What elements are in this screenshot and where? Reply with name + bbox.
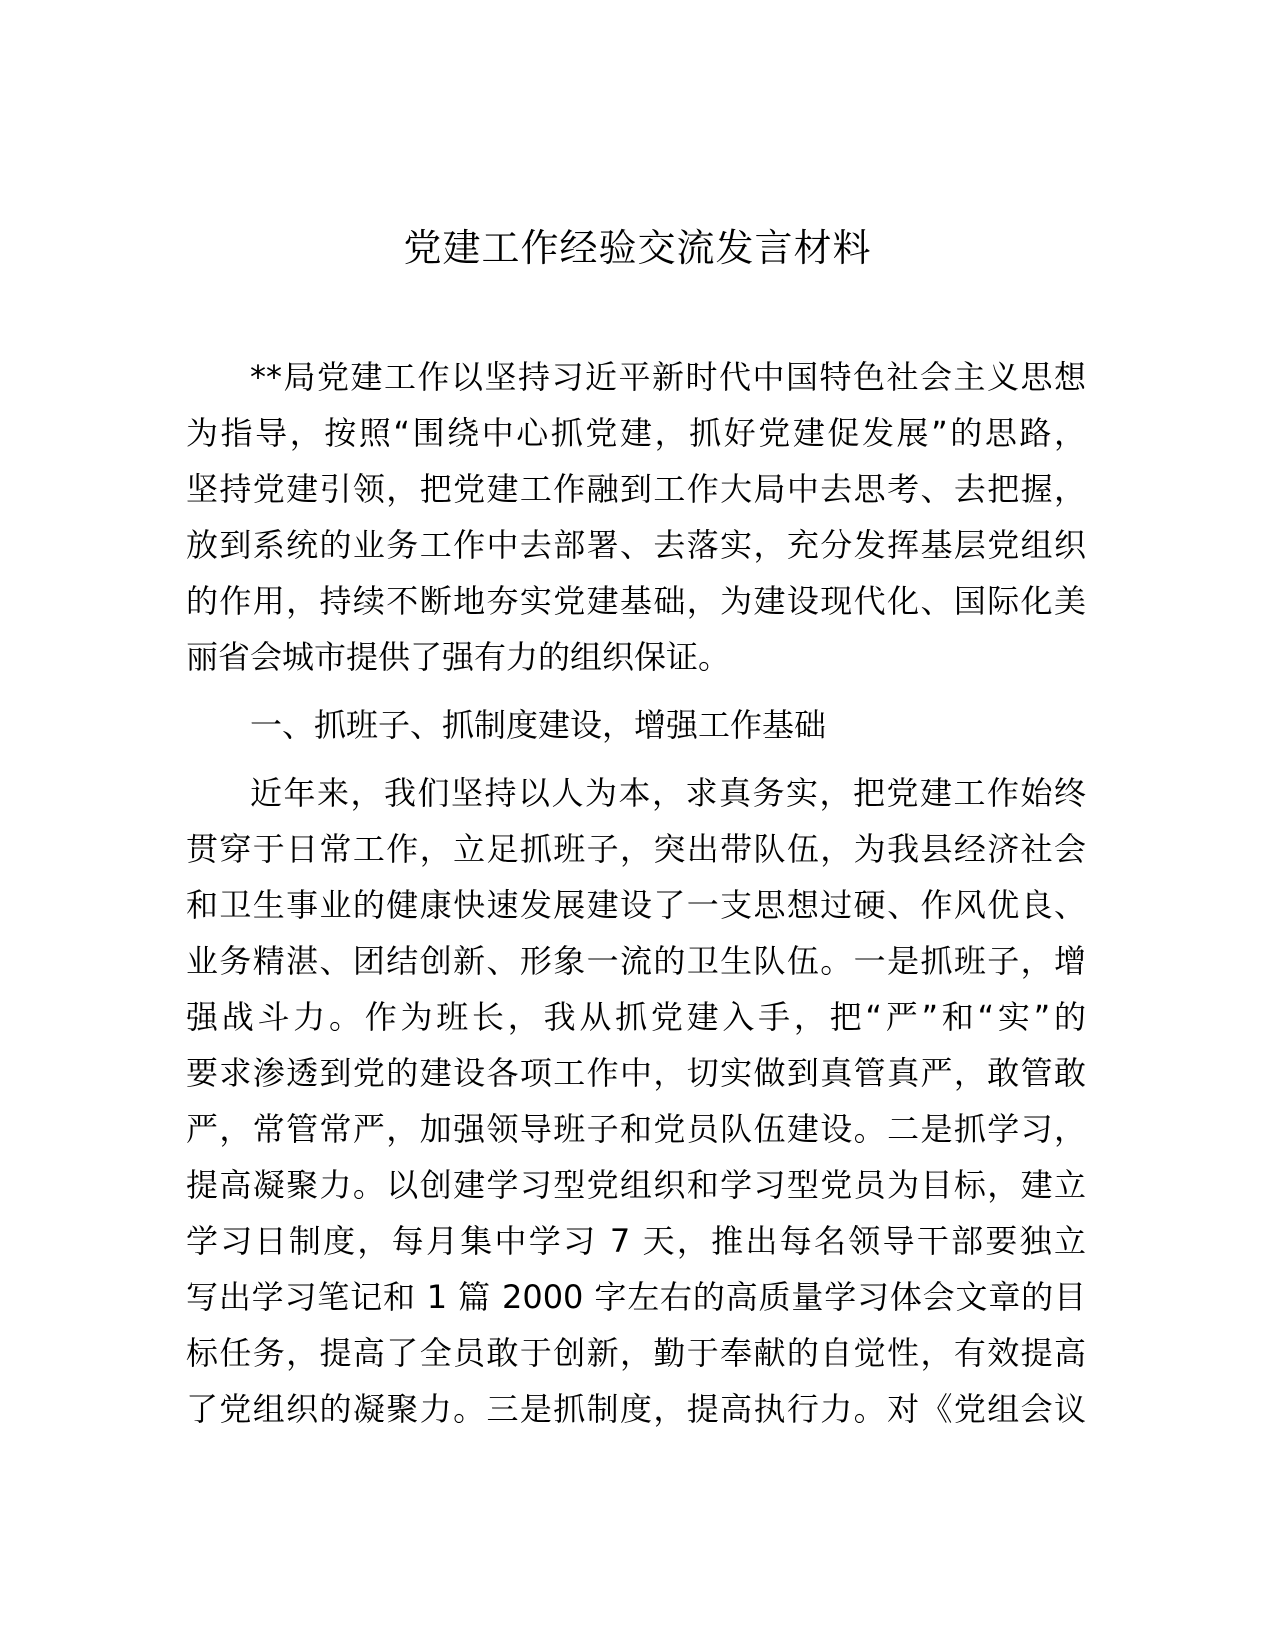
- paragraph-2-line-12: 了党组织的凝聚力。三是抓制度，提高执行力。对《党组会议: [186, 1390, 1086, 1428]
- section-heading-1: 一、抓班子、抓制度建设，增强工作基础: [250, 706, 827, 744]
- paragraph-2-line-1: 近年来，我们坚持以人为本，求真务实，把党建工作始终: [250, 774, 1086, 812]
- paragraph-1-line-4: 放到系统的业务工作中去部署、去落实，充分发挥基层党组织: [186, 526, 1086, 564]
- paragraph-1-line-5: 的作用，持续不断地夯实党建基础，为建设现代化、国际化美: [186, 582, 1086, 620]
- paragraph-2-line-3: 和卫生事业的健康快速发展建设了一支思想过硬、作风优良、: [186, 886, 1086, 924]
- paragraph-1-line-3: 坚持党建引领，把党建工作融到工作大局中去思考、去把握，: [186, 470, 1086, 508]
- document-title: 党建工作经验交流发言材料: [403, 226, 872, 270]
- paragraph-2-line-11: 标任务，提高了全员敢于创新，勤于奉献的自觉性，有效提高: [186, 1334, 1086, 1372]
- paragraph-2-line-9: 学习日制度，每月集中学习 7 天，推出每名领导干部要独立: [186, 1222, 1086, 1260]
- paragraph-1-line-6: 丽省会城市提供了强有力的组织保证。: [186, 638, 731, 676]
- paragraph-1-line-2: 为指导，按照“围绕中心抓党建，抓好党建促发展”的思路，: [186, 414, 1086, 452]
- paragraph-2-line-8: 提高凝聚力。以创建学习型党组织和学习型党员为目标，建立: [186, 1166, 1086, 1204]
- paragraph-2-line-7: 严，常管常严，加强领导班子和党员队伍建设。二是抓学习，: [186, 1110, 1086, 1148]
- paragraph-2-line-5: 强战斗力。作为班长，我从抓党建入手，把“严”和“实”的: [186, 998, 1086, 1036]
- paragraph-2-line-4: 业务精湛、团结创新、形象一流的卫生队伍。一是抓班子，增: [186, 942, 1086, 980]
- paragraph-2-line-2: 贯穿于日常工作，立足抓班子，突出带队伍，为我县经济社会: [186, 830, 1086, 868]
- paragraph-1-line-1: **局党建工作以坚持习近平新时代中国特色社会主义思想: [250, 358, 1086, 396]
- paragraph-2-line-10: 写出学习笔记和 1 篇 2000 字左右的高质量学习体会文章的目: [186, 1278, 1086, 1316]
- paragraph-2-line-6: 要求渗透到党的建设各项工作中，切实做到真管真严，敢管敢: [186, 1054, 1086, 1092]
